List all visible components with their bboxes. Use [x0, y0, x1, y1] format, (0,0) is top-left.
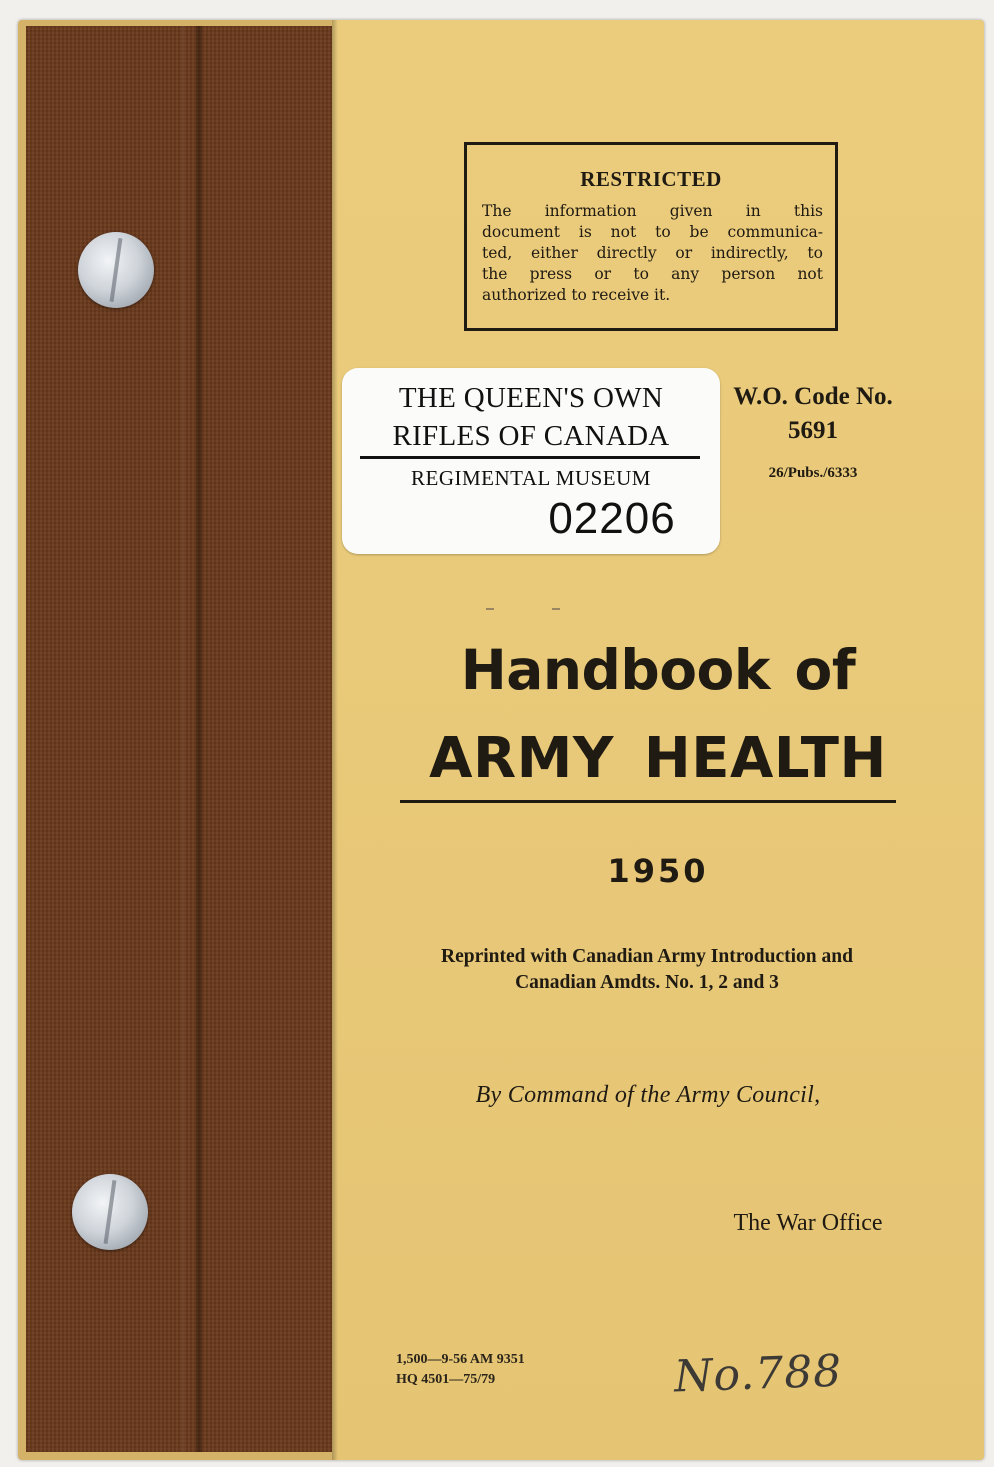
- reprint-line2: Canadian Amdts. No. 1, 2 and 3: [515, 972, 779, 993]
- print-codes: [396, 1350, 636, 1390]
- reprint-note: [394, 944, 900, 996]
- print-mark: [552, 608, 560, 610]
- title-line1: Handbook of: [460, 638, 856, 702]
- publication-reference: 26/Pubs./6333: [768, 465, 858, 481]
- museum-divider: [360, 456, 700, 459]
- museum-name-line1: THE QUEEN'S OWN: [398, 382, 664, 414]
- reprint-line1: Reprinted with Canadian Army Introduction and: [441, 946, 853, 967]
- museum-name-line2: RIFLES OF CANADA: [392, 420, 670, 452]
- restricted-line: document is not to be communica-: [482, 223, 823, 241]
- restricted-line: The information given in this: [482, 202, 823, 220]
- restricted-notice: [464, 142, 838, 331]
- spine-fold: [196, 26, 202, 1452]
- wo-code-label: W.O. Code No.: [733, 383, 893, 410]
- restricted-line: the press or to any person not: [482, 265, 823, 283]
- print-code-line2: HQ 4501—75/79: [396, 1372, 496, 1387]
- publication-year: 1950: [607, 852, 709, 890]
- handwritten-number: No.788: [673, 1345, 844, 1403]
- museum-catalog-number: 02206: [548, 494, 676, 543]
- top-rivet-icon: [78, 232, 154, 308]
- book-spine: [26, 26, 332, 1452]
- wo-code-number: 5691: [788, 417, 838, 444]
- print-code-line1: 1,500—9-56 AM 9351: [396, 1352, 525, 1367]
- museum-subtitle: REGIMENTAL MUSEUM: [411, 466, 651, 490]
- book: [18, 20, 984, 1460]
- title-line2: ARMY HEALTH: [429, 726, 887, 791]
- publisher: The War Office: [733, 1210, 883, 1236]
- restricted-line: ted, either directly or indirectly, to: [482, 244, 823, 262]
- cover-edge-shadow: [332, 20, 338, 1460]
- spine-fold-highlight: [182, 26, 184, 1452]
- command-line: By Command of the Army Council,: [475, 1082, 821, 1108]
- title-underline: [400, 800, 896, 803]
- restricted-line: authorized to receive it.: [482, 286, 671, 304]
- restricted-title: RESTRICTED: [580, 167, 722, 191]
- museum-sticker: [342, 368, 720, 554]
- wo-code-block: [718, 380, 908, 448]
- bottom-rivet-icon: [72, 1174, 148, 1250]
- print-mark: [486, 608, 494, 610]
- restricted-text: [482, 201, 823, 306]
